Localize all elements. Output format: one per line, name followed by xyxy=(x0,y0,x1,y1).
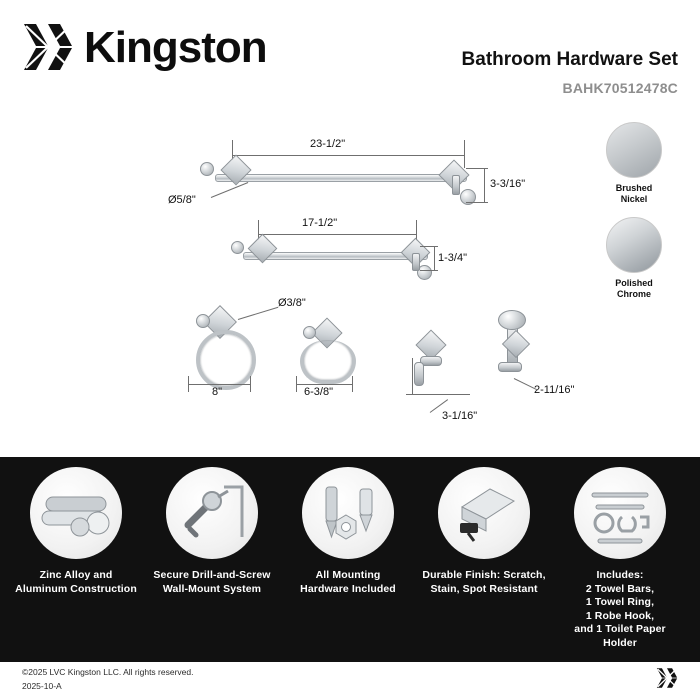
dim-tick xyxy=(188,376,189,392)
product-title: Bathroom Hardware Set xyxy=(461,49,678,70)
towel-bar-large-rod xyxy=(215,174,467,182)
feature-material xyxy=(12,467,140,596)
feature-caption-line2: Stain, Spot Resistant xyxy=(430,582,538,595)
screwdriver-wall-icon xyxy=(166,467,258,559)
feature-caption-line1: Secure Drill-and-Screw xyxy=(153,569,271,581)
screws-anchors-icon xyxy=(302,467,394,559)
dim-label-towel-ring-height: 8" xyxy=(212,386,223,398)
dim-tick xyxy=(352,376,353,392)
feature-hardware-included xyxy=(284,467,412,596)
dim-ext-line xyxy=(420,246,438,247)
dim-line-towel-ring-height xyxy=(188,384,250,385)
document-date: 2025-10-A xyxy=(22,681,62,691)
dim-label-towel-bar-small-depth: 1-3/4" xyxy=(438,252,467,264)
dim-label-towel-bar-small-width: 17-1/2" xyxy=(302,217,338,229)
feature-caption-line2: Wall-Mount System xyxy=(162,582,262,595)
feature-caption-line2: 2 Towel Bars, xyxy=(585,582,655,595)
dim-ext-line xyxy=(466,202,488,203)
feature-caption-line2: Hardware Included xyxy=(300,582,396,595)
feature-caption-line1: Zinc Alloy and xyxy=(39,569,113,581)
leader-line-ring-diameter xyxy=(238,307,278,320)
towel-bar-large-end-knob-left xyxy=(200,162,214,176)
copyright-text: ©2025 LVC Kingston LLC. All rights reserved. xyxy=(22,667,194,677)
finish-label-line1: Brushed xyxy=(615,183,653,193)
hardware-set-icon xyxy=(574,467,666,559)
towel-bar-small-end-knob-left xyxy=(231,241,244,254)
towel-bar-large-post-right xyxy=(452,175,460,195)
feature-caption-line1: All Mounting xyxy=(315,569,381,581)
dim-label-robe-hook-depth: 3-1/16" xyxy=(442,410,478,422)
finish-label-line2: Nickel xyxy=(620,194,648,204)
feature-durable-finish xyxy=(420,467,548,596)
feature-caption-line5: and 1 Toilet Paper Holder xyxy=(574,623,666,649)
feature-caption-line4: 1 Robe Hook, xyxy=(585,609,655,622)
feature-includes xyxy=(556,467,684,650)
dim-line-towel-bar-large-width xyxy=(232,155,464,156)
product-sku: BAHK70512478C xyxy=(562,80,678,96)
dim-label-towel-bar-large-depth: 3-3/16" xyxy=(490,178,526,190)
metal-bars-icon xyxy=(30,467,122,559)
dim-label-robe-hook-height: 2-11/16" xyxy=(534,384,575,396)
product-dimension-diagram xyxy=(0,112,700,457)
finish-label-line2: Chrome xyxy=(616,289,651,299)
robe-hook-side-arm xyxy=(498,362,522,372)
dim-ext-line xyxy=(466,168,488,169)
towel-ring-knob xyxy=(196,314,210,328)
feature-mounting-system xyxy=(148,467,276,596)
dim-label-paper-holder-width: 6-3/8" xyxy=(304,386,333,398)
feature-caption-line1: Includes: xyxy=(596,569,644,581)
feature-caption-line2: Aluminum Construction xyxy=(15,582,137,595)
finish-label-line1: Polished xyxy=(615,278,653,288)
dim-label-bar-diameter: Ø5/8" xyxy=(168,194,196,206)
robe-hook-side-finial xyxy=(498,310,526,330)
kingston-diamond-logo-small-icon xyxy=(656,667,678,689)
brand-name: Kingston xyxy=(84,23,267,72)
dim-ext-line xyxy=(406,394,470,395)
dim-label-towel-bar-large-width: 23-1/2" xyxy=(310,138,346,150)
feature-caption-line3: 1 Towel Ring, xyxy=(585,596,655,608)
scratch-resistant-icon xyxy=(438,467,530,559)
robe-hook-tip xyxy=(414,362,424,386)
footer xyxy=(0,662,700,700)
feature-strip xyxy=(0,457,700,662)
dim-tick xyxy=(296,376,297,392)
dim-tick xyxy=(464,140,465,168)
dim-line-paper-holder-width xyxy=(296,384,352,385)
towel-bar-small-post-right xyxy=(412,253,420,271)
dim-label-ring-diameter: Ø3/8" xyxy=(278,297,306,309)
kingston-diamond-logo-icon xyxy=(22,22,74,72)
feature-caption-line1: Durable Finish: Scratch, xyxy=(422,569,546,581)
paper-holder-knob xyxy=(303,326,316,339)
header xyxy=(0,0,700,112)
leader-line-bar-diameter xyxy=(211,182,248,198)
dim-tick xyxy=(250,376,251,392)
dim-ext-line xyxy=(420,270,438,271)
dim-line-towel-bar-large-depth xyxy=(484,168,485,202)
paper-holder-loop xyxy=(300,340,356,384)
dim-line-towel-bar-small-width xyxy=(258,234,416,235)
dim-line-robe-hook-depth xyxy=(412,358,413,394)
dim-line-towel-bar-small-depth xyxy=(434,246,435,270)
towel-ring-loop xyxy=(196,330,256,390)
